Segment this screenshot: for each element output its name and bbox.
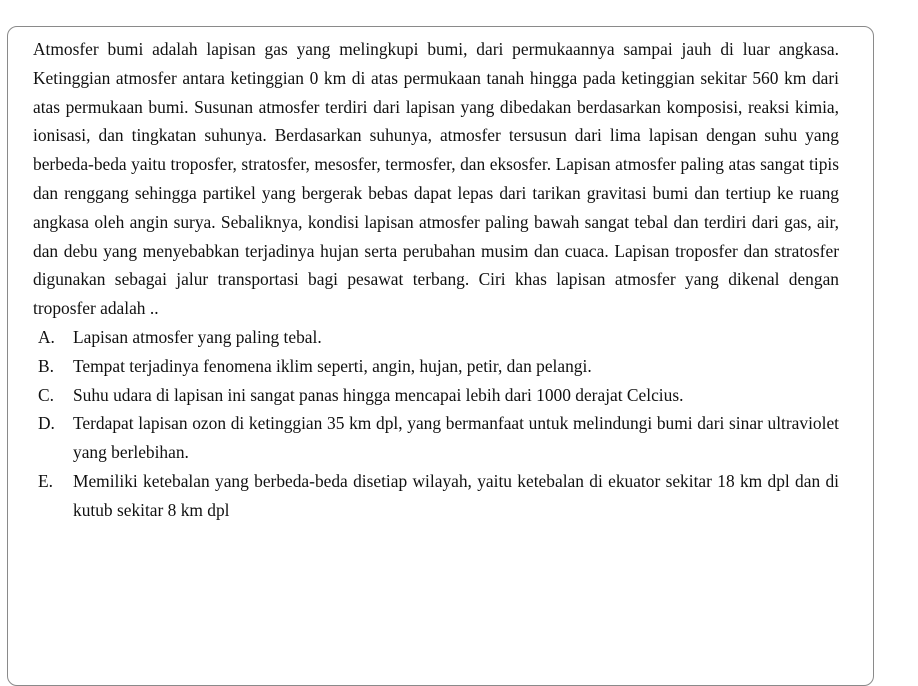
- option-d[interactable]: [33, 409, 839, 467]
- option-c-letter: C.: [38, 384, 54, 405]
- option-d-text: Terdapat lapisan ozon di ketinggian 35 km dpl, yang bermanfaat untuk melindungi bumi dari sinar ultraviolet yang berlebihan.: [73, 413, 839, 463]
- answer-options: [33, 323, 839, 525]
- option-e[interactable]: [33, 467, 839, 525]
- option-a-letter: A.: [38, 326, 55, 347]
- option-e-text: Memiliki ketebalan yang berbeda-beda disetiap wilayah, yaitu ketebalan di ekuator sekitar 18 km dpl dan di kutub sekitar 8 km dpl: [73, 470, 839, 520]
- option-c-text: Suhu udara di lapisan ini sangat panas hingga mencapai lebih dari 1000 derajat Celcius.: [73, 384, 684, 405]
- option-a-text: Lapisan atmosfer yang paling tebal.: [73, 326, 322, 347]
- option-a[interactable]: [33, 323, 839, 352]
- option-b-text: Tempat terjadinya fenomena iklim seperti, angin, hujan, petir, dan pelangi.: [73, 355, 592, 376]
- question-passage: Atmosfer bumi adalah lapisan gas yang melingkupi bumi, dari permukaannya sampai jauh di luar angkasa. Ketinggian atmosfer antara ketinggian 0 km di atas permukaan tanah hingga pada ketinggian sekitar 560 km dari atas permukaan bumi. Susunan atmosfer terdiri dari lapisan yang dibedakan berdasarkan komposisi, reaksi kimia, ionisasi, dan tingkatan suhunya. Berdasarkan suhunya, atmosfer tersusun dari lima lapisan dengan suhu yang berbeda-beda yaitu troposfer, stratosfer, mesosfer, termosfer, dan eksosfer. Lapisan atmosfer paling atas sangat tipis dan renggang sehingga partikel yang bergerak bebas dapat lepas dari tarikan gravitasi bumi dan tertiup ke ruang angkasa oleh angin surya. Sebaliknya, kondisi lapisan atmosfer paling bawah sangat tebal dan terdiri dari gas, air, dan debu yang menyebabkan terjadinya hujan serta perubahan musim dan cuaca. Lapisan troposfer dan stratosfer digunakan sebagai jalur transportasi bagi pesawat terbang. Ciri khas lapisan atmosfer yang dikenal dengan troposfer adalah ..: [33, 39, 839, 319]
- option-b[interactable]: [33, 352, 839, 381]
- question-content: [33, 35, 839, 525]
- option-e-letter: E.: [38, 470, 53, 491]
- option-c[interactable]: [33, 381, 839, 410]
- option-b-letter: B.: [38, 355, 54, 376]
- option-d-letter: D.: [38, 413, 55, 434]
